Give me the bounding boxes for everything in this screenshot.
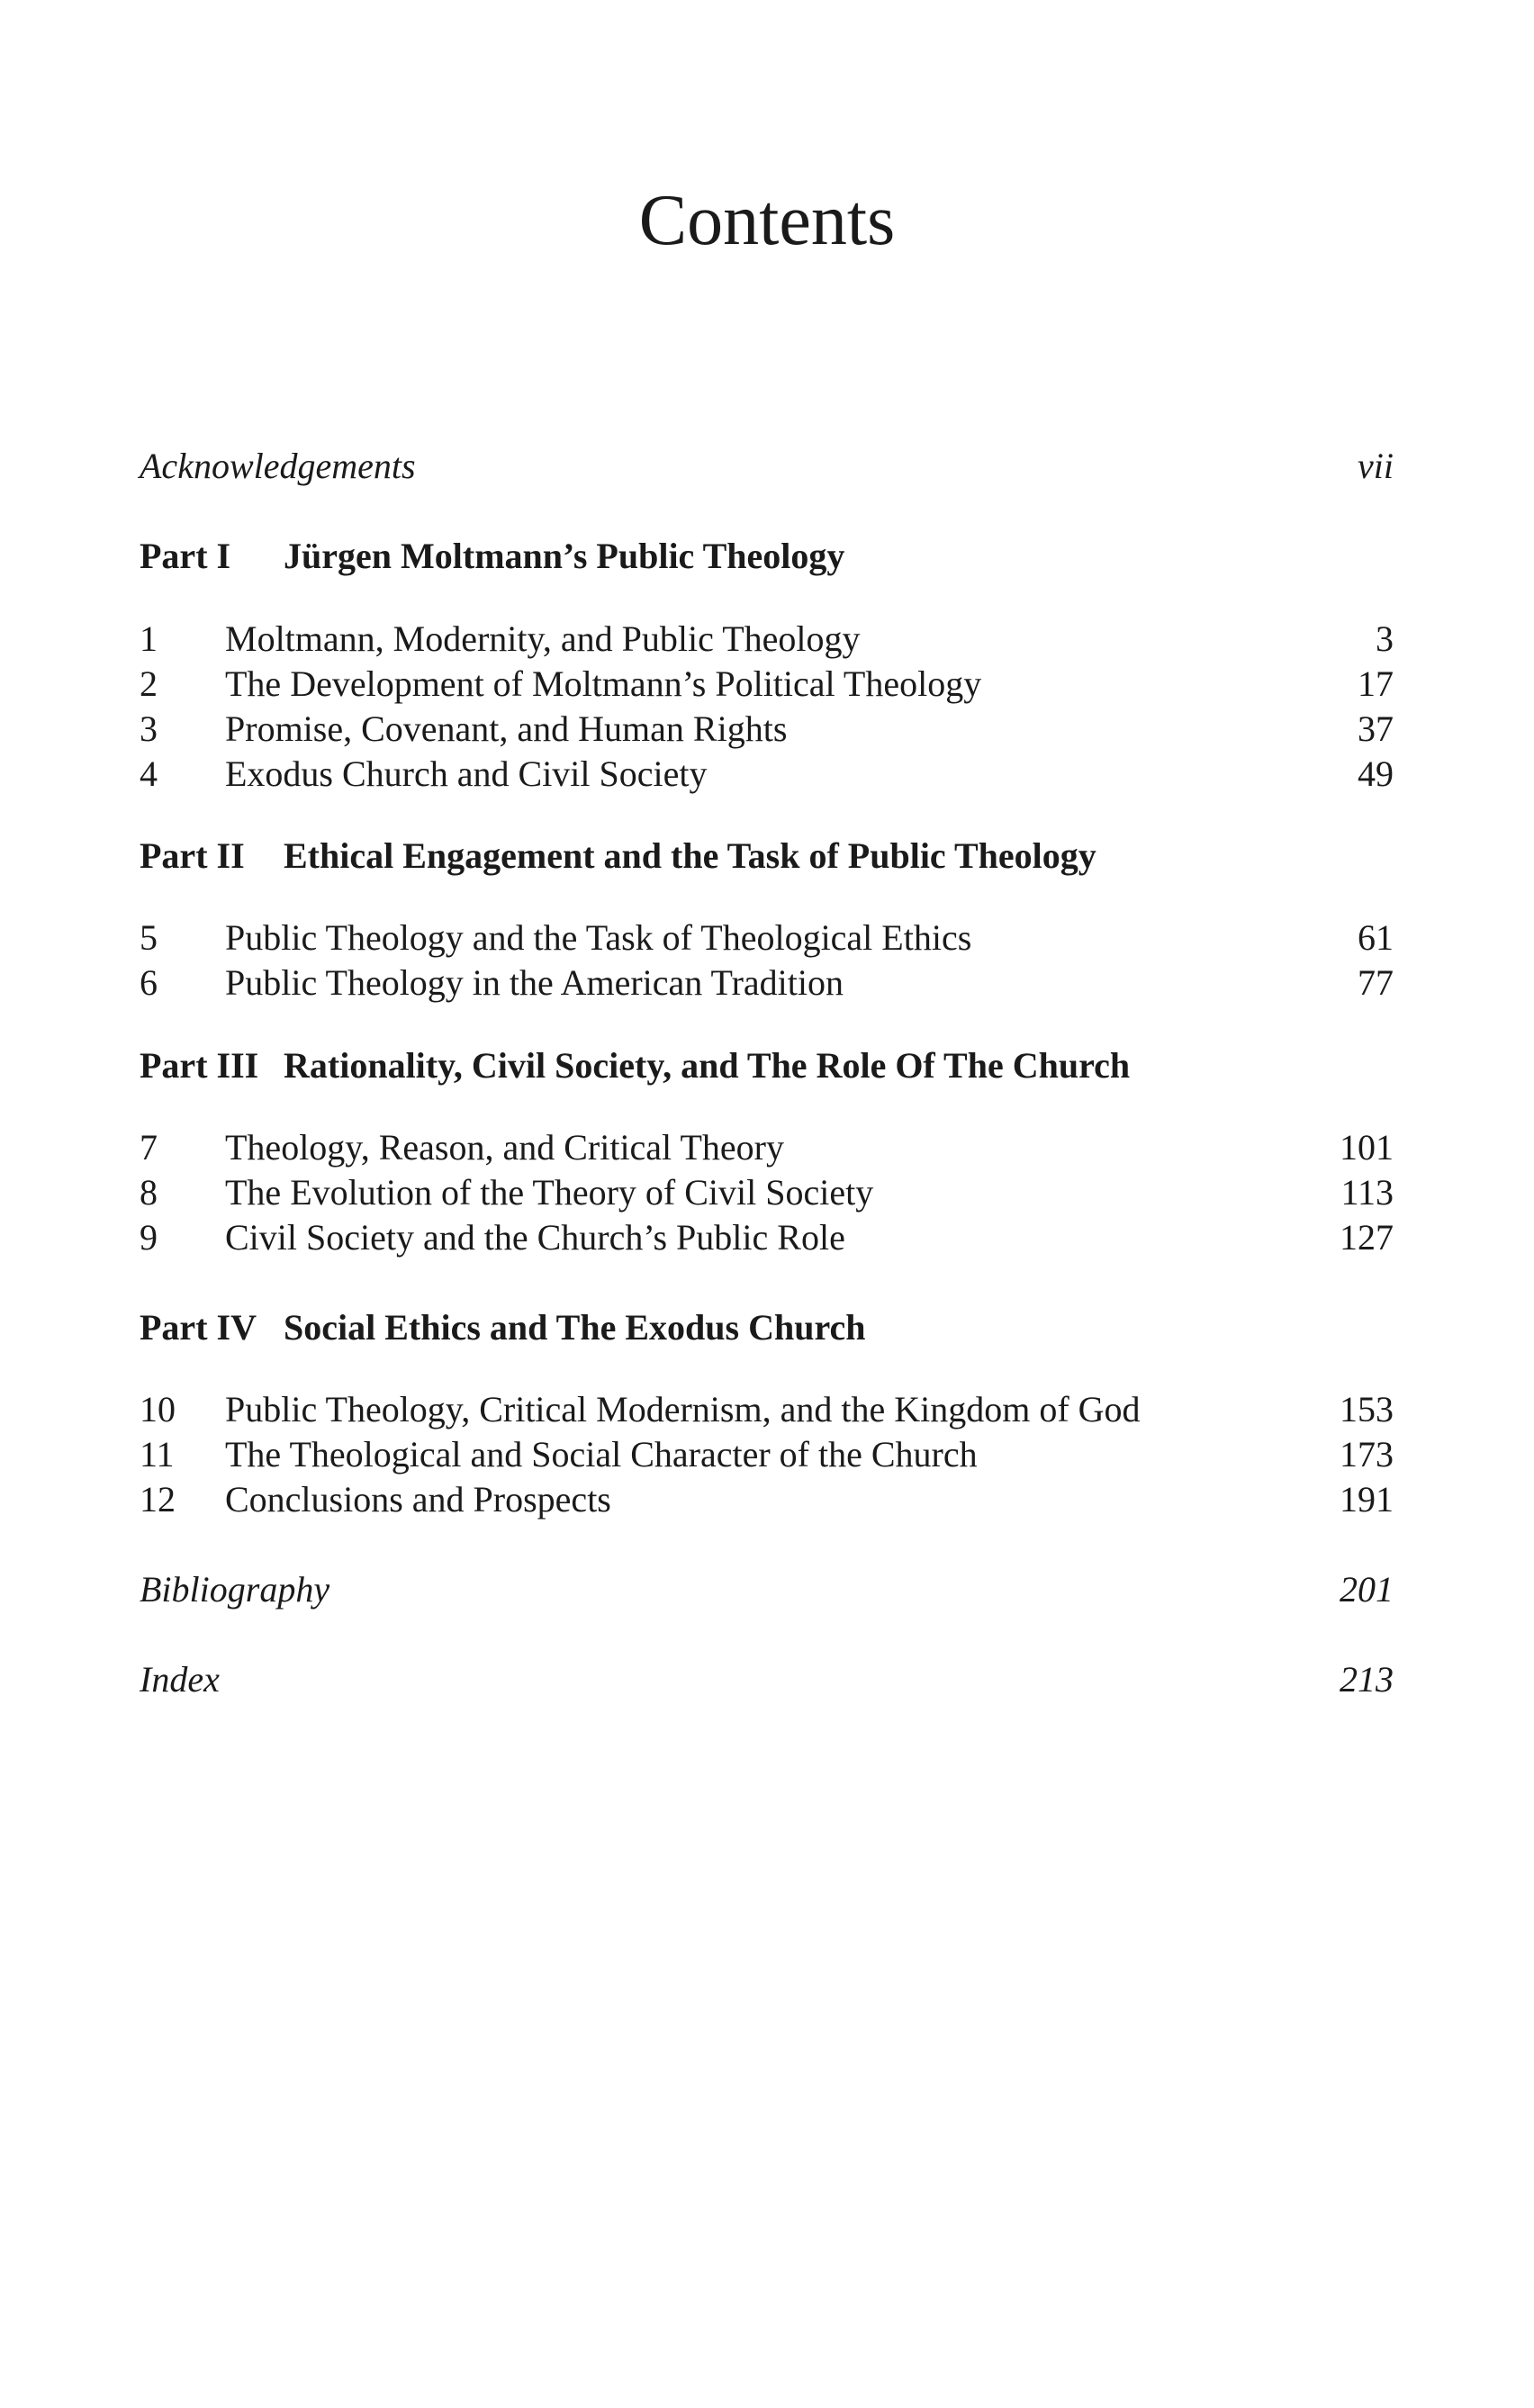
chapter-number: 3 (140, 708, 158, 749)
chapter-page: 3 (1376, 618, 1394, 659)
part-label: Part IV (140, 1307, 257, 1348)
chapter-page: 191 (1340, 1479, 1394, 1520)
chapter-title: Public Theology and the Task of Theological Ethics (225, 917, 972, 958)
chapter-page: 153 (1340, 1389, 1394, 1429)
chapter-title: The Theological and Social Character of the Church (225, 1434, 978, 1475)
chapter-page: 61 (1358, 917, 1394, 958)
part-label: Part III (140, 1045, 259, 1086)
chapter-page: 101 (1340, 1127, 1394, 1168)
chapter-title: Public Theology in the American Tradition (225, 962, 844, 1003)
chapter-page: 49 (1358, 753, 1394, 794)
chapter-title: Promise, Covenant, and Human Rights (225, 708, 788, 749)
chapter-page: 77 (1358, 962, 1394, 1003)
chapter-page: 113 (1340, 1172, 1394, 1213)
chapter-number: 11 (140, 1434, 175, 1475)
page-title: Contents (638, 181, 896, 260)
toc-entry-page: 213 (1340, 1659, 1394, 1700)
chapter-number: 4 (140, 753, 158, 794)
chapter-title: The Development of Moltmann’s Political Theology (225, 663, 982, 704)
chapter-number: 8 (140, 1172, 158, 1213)
chapter-number: 1 (140, 618, 158, 659)
toc-entry-label: Bibliography (140, 1569, 330, 1610)
chapter-number: 2 (140, 663, 158, 704)
part-title: Social Ethics and The Exodus Church (284, 1307, 866, 1348)
chapter-page: 37 (1358, 708, 1394, 749)
chapter-title: Moltmann, Modernity, and Public Theology (225, 618, 861, 659)
chapter-title: The Evolution of the Theory of Civil Society (225, 1172, 874, 1213)
chapter-title: Exodus Church and Civil Society (225, 753, 708, 794)
chapter-number: 10 (140, 1389, 176, 1429)
chapter-title: Public Theology, Critical Modernism, and the Kingdom of God (225, 1389, 1141, 1429)
chapter-number: 6 (140, 962, 158, 1003)
chapter-page: 127 (1340, 1217, 1394, 1258)
chapter-page: 173 (1340, 1434, 1394, 1475)
chapter-number: 12 (140, 1479, 176, 1520)
part-title: Ethical Engagement and the Task of Public Theology (284, 835, 1096, 876)
toc-entry-label: Index (140, 1659, 220, 1700)
chapter-number: 9 (140, 1217, 158, 1258)
toc-entry-label: Acknowledgements (140, 446, 416, 486)
chapter-page: 17 (1358, 663, 1394, 704)
part-label: Part II (140, 835, 245, 876)
part-title: Rationality, Civil Society, and The Role Of The Church (284, 1045, 1131, 1086)
toc-entry-page: 201 (1340, 1569, 1394, 1610)
chapter-number: 7 (140, 1127, 158, 1168)
chapter-title: Conclusions and Prospects (225, 1479, 611, 1520)
part-label: Part I (140, 536, 231, 576)
chapter-title: Civil Society and the Church’s Public Role (225, 1217, 845, 1258)
chapter-number: 5 (140, 917, 158, 958)
chapter-title: Theology, Reason, and Critical Theory (225, 1127, 784, 1168)
toc-entry-page: vii (1358, 446, 1394, 486)
part-title: Jürgen Moltmann’s Public Theology (284, 536, 845, 576)
